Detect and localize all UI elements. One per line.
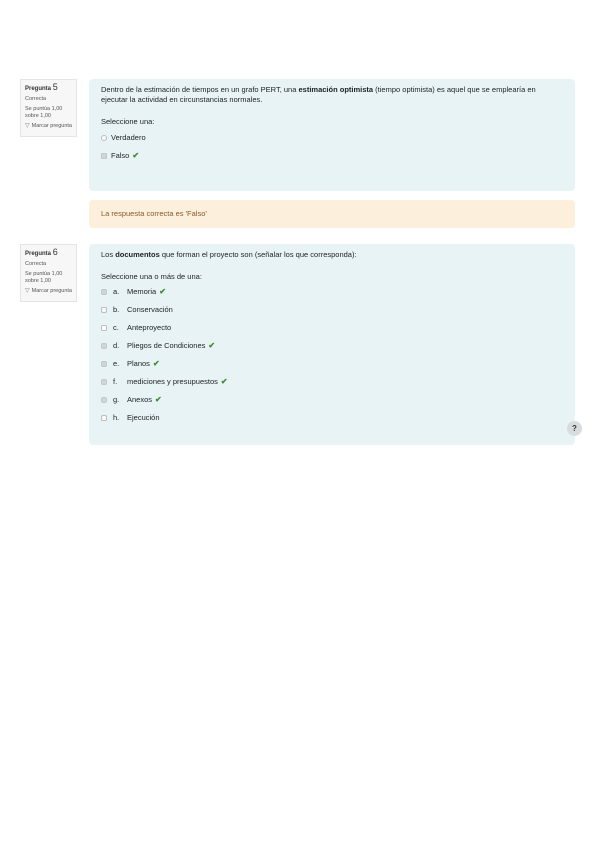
flag-question-5-link[interactable] — [25, 123, 72, 130]
question-6-status: Correcta — [25, 261, 47, 267]
option-letter: g. — [113, 395, 120, 404]
checkbox-c[interactable] — [101, 325, 107, 331]
correct-check-icon: ✔ — [155, 395, 162, 404]
checkbox-a[interactable] — [101, 289, 107, 295]
question-6-number: Pregunta 6 — [25, 247, 58, 257]
help-button[interactable]: ? — [567, 421, 582, 436]
option-g[interactable] — [101, 391, 563, 409]
option-b[interactable] — [101, 301, 563, 319]
option-letter: a. — [113, 287, 120, 296]
option-label: Memoria — [127, 287, 157, 296]
checkbox-b[interactable] — [101, 307, 107, 313]
option-label: Verdadero — [111, 133, 146, 142]
flag-icon: ▽ — [25, 123, 30, 129]
option-letter: c. — [113, 323, 119, 332]
option-f[interactable] — [101, 373, 563, 391]
option-h[interactable] — [101, 409, 563, 427]
correct-check-icon: ✔ — [220, 377, 228, 386]
question-6-content — [89, 244, 575, 445]
option-verdadero[interactable] — [101, 129, 563, 147]
checkbox-d[interactable] — [101, 343, 107, 349]
radio-falso[interactable] — [101, 153, 107, 159]
question-5-prompt: Seleccione una: — [101, 117, 155, 126]
option-a[interactable] — [101, 283, 563, 301]
question-5-info — [20, 79, 77, 137]
option-label: Falso — [111, 151, 130, 160]
flag-label: Marcar pregunta — [31, 288, 72, 294]
checkbox-f[interactable] — [101, 379, 107, 385]
question-6-text: Los documentos que forman el proyecto son (señalar los que corresponda): — [101, 250, 357, 259]
correct-check-icon: ✔ — [159, 287, 166, 296]
option-letter: e. — [113, 359, 120, 368]
checkbox-h[interactable] — [101, 415, 107, 421]
question-6-score: Se puntúa 1,00 sobre 1,00 — [25, 271, 63, 284]
option-label: Anexos — [127, 395, 153, 404]
flag-question-6-link[interactable] — [25, 288, 72, 295]
correct-check-icon: ✔ — [208, 341, 216, 350]
option-falso[interactable] — [101, 147, 563, 165]
question-5-content — [89, 79, 575, 191]
option-label: Ejecución — [127, 413, 160, 422]
question-5-text: Dentro de la estimación de tiempos en un grafo PERT, una estimación optimista (tiempo optimista) es aquel que se emplearía en ejecutar la actividad en circunstancias normales. — [101, 85, 536, 104]
option-label: Anteproyecto — [127, 323, 172, 332]
checkbox-g[interactable] — [101, 397, 107, 403]
option-label: mediciones y presupuestos — [127, 377, 218, 386]
question-6-prompt: Seleccione una o más de una: — [101, 272, 202, 281]
option-letter: f. — [113, 377, 118, 386]
option-label: Planos — [127, 359, 150, 368]
checkbox-e[interactable] — [101, 361, 107, 367]
option-label: Pliegos de Condiciones — [127, 341, 206, 350]
option-label: Conservación — [127, 305, 173, 314]
correct-check-icon: ✔ — [132, 151, 140, 160]
flag-icon: ▽ — [25, 288, 30, 294]
option-letter: b. — [113, 305, 120, 314]
correct-check-icon: ✔ — [152, 359, 160, 368]
option-letter: h. — [113, 413, 120, 422]
option-letter: d. — [113, 341, 120, 350]
radio-verdadero[interactable] — [101, 135, 107, 141]
question-6-info — [20, 244, 77, 302]
option-e[interactable] — [101, 355, 563, 373]
option-c[interactable] — [101, 319, 563, 337]
question-5-number: Pregunta 5 — [25, 82, 58, 92]
flag-label: Marcar pregunta — [31, 123, 72, 129]
question-5-score: Se puntúa 1,00 sobre 1,00 — [25, 106, 63, 119]
option-d[interactable] — [101, 337, 563, 355]
question-5-feedback: La respuesta correcta es 'Falso' — [89, 200, 575, 228]
question-5-status: Correcta — [25, 96, 47, 102]
